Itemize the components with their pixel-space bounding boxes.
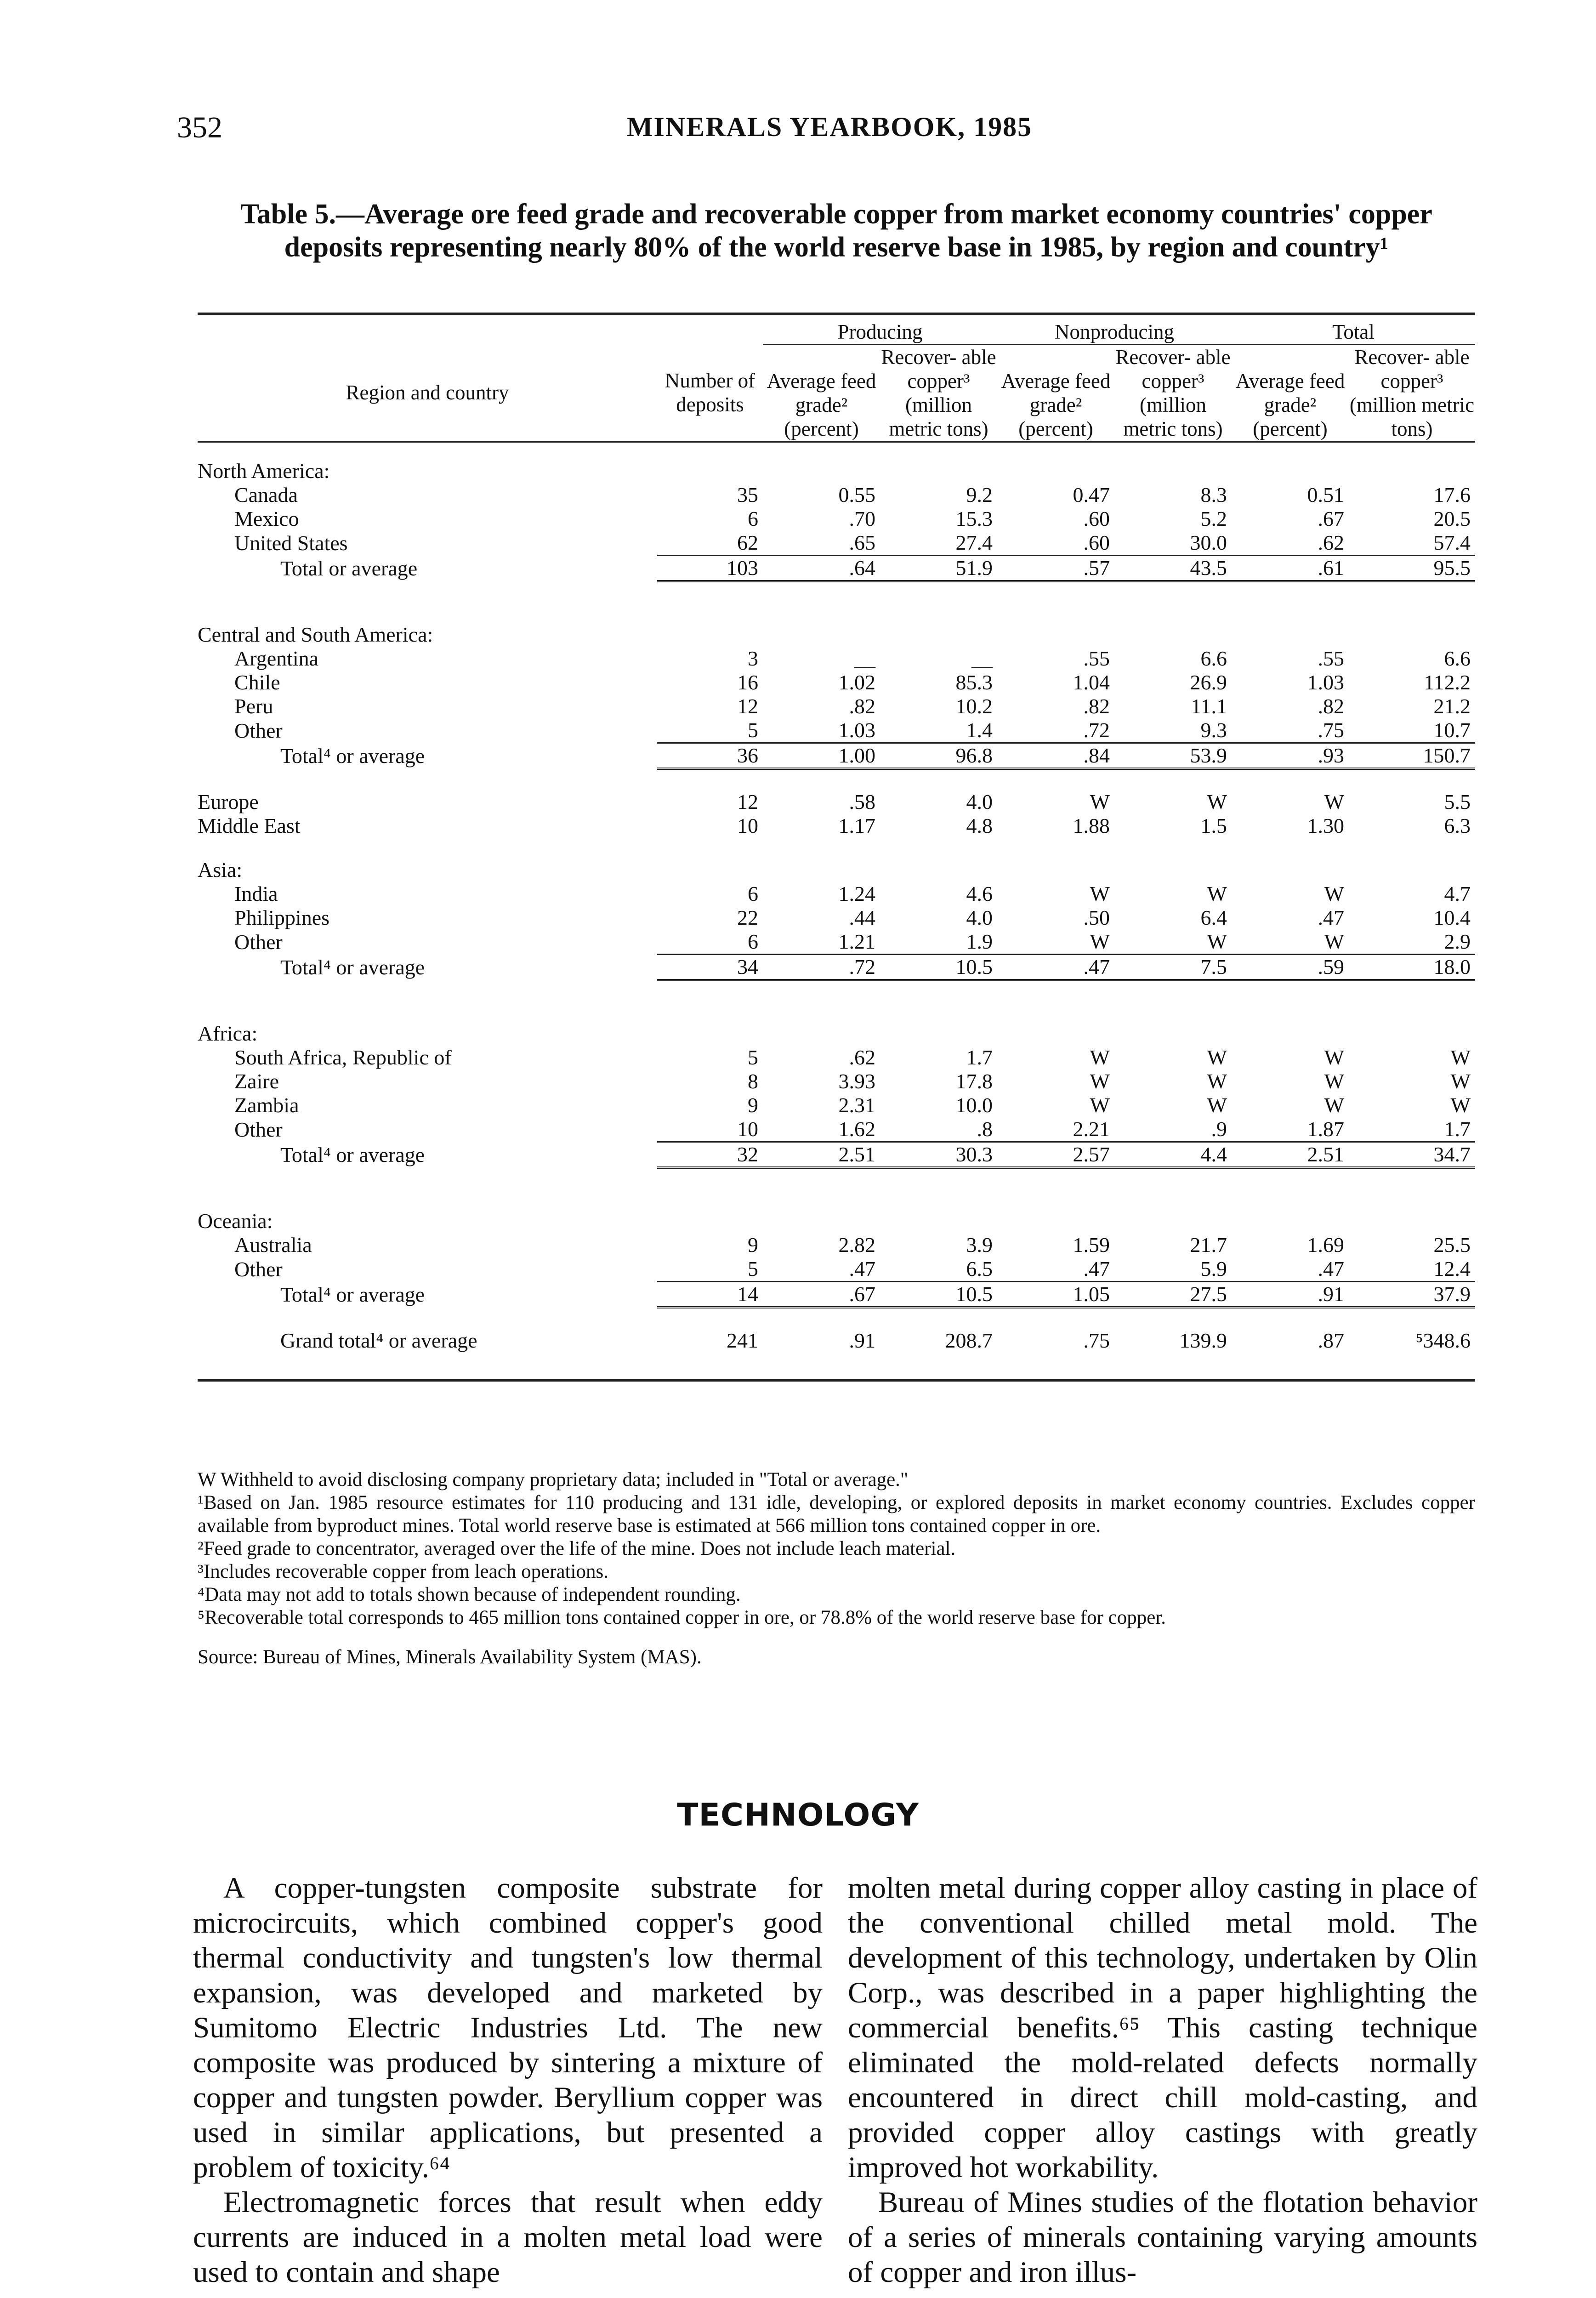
region-row	[198, 1209, 1475, 1233]
table-row	[198, 507, 1475, 531]
header-grade: Average feed grade² (percent)	[1235, 370, 1345, 440]
table-cell: 1.7	[966, 1046, 993, 1069]
table-cell: W	[1090, 790, 1110, 813]
table-cell: .62	[849, 1046, 875, 1069]
table-cell: .82	[1318, 694, 1344, 718]
table-cell: .47	[1083, 1257, 1110, 1280]
table-cell: 139.9	[1179, 1329, 1227, 1352]
table-cell: .59	[1232, 955, 1349, 980]
table-cell: 17.8	[955, 1069, 993, 1093]
table-cell: .93	[1232, 743, 1349, 769]
paragraph: Electromagnetic forces that result when eddy currents are induced in a molten metal load were used to contain and shape	[193, 2186, 823, 2289]
table-cell: .60	[1083, 531, 1110, 554]
row-label: Central and South America:	[198, 623, 433, 646]
row-label: Peru	[234, 694, 273, 718]
row-label: Canada	[234, 483, 298, 506]
table-cell: 20.5	[1433, 507, 1471, 530]
table-cell: W	[1324, 1093, 1344, 1117]
table-cell: .57	[997, 556, 1114, 581]
table-cell: 2.82	[838, 1233, 875, 1257]
table-cell: 4.8	[966, 814, 993, 837]
row-label: Philippines	[234, 906, 330, 929]
table-cell: 1.17	[838, 814, 875, 837]
table-cell: 5	[748, 1257, 758, 1280]
table-cell: .84	[997, 743, 1114, 769]
row-label: United States	[234, 531, 348, 555]
table-cell: 5.5	[1444, 790, 1471, 813]
table-cell: 2.51	[763, 1142, 880, 1168]
table-cell: W	[1090, 1069, 1110, 1093]
table-cell: .60	[1083, 507, 1110, 530]
region-row	[198, 623, 1475, 647]
table-cell: .44	[849, 906, 875, 929]
header-deposits: Number of deposits	[665, 369, 755, 416]
table-cell: 9	[748, 1093, 758, 1117]
table-cell: 103	[657, 556, 763, 581]
table-cell: 35	[737, 483, 758, 506]
row-label: Oceania:	[198, 1209, 273, 1233]
table-cell: 11.1	[1191, 694, 1227, 718]
table-cell: 6	[748, 507, 758, 530]
region-row	[198, 1022, 1475, 1046]
table-cell: 32	[657, 1142, 763, 1168]
table-cell: W	[1450, 1093, 1471, 1117]
footnote-3: ³Includes recoverable copper from leach operations.	[198, 1561, 608, 1582]
table-cell: 17.6	[1433, 483, 1471, 506]
copper-deposits-table	[198, 313, 1475, 1382]
grand-total-row	[198, 1329, 1475, 1353]
table-cell: .72	[763, 955, 880, 980]
table-cell: .50	[1083, 906, 1110, 929]
table-cell: 1.21	[838, 930, 875, 953]
header-nonproducing: Nonproducing	[997, 320, 1232, 345]
row-label: Mexico	[234, 507, 299, 530]
row-label: Total⁴ or average	[280, 744, 425, 768]
table-cell: 25.5	[1433, 1233, 1471, 1257]
row-label: South Africa, Republic of	[234, 1046, 452, 1069]
row-label: Asia:	[198, 858, 243, 882]
region-row	[198, 858, 1475, 882]
table-cell: 9.2	[966, 483, 993, 506]
table-cell: 34	[657, 955, 763, 980]
table-cell: 10.2	[955, 694, 993, 718]
table-cell: .82	[1083, 694, 1110, 718]
table-cell: 10.5	[880, 1282, 997, 1308]
table-cell: .47	[849, 1257, 875, 1280]
table-cell: 27.5	[1114, 1282, 1232, 1308]
table-cell: W	[1090, 1093, 1110, 1117]
table-cell: 6.3	[1444, 814, 1471, 837]
table-cell: W	[1207, 1069, 1227, 1093]
table-cell: 12	[737, 790, 758, 813]
header-grade: Average feed grade² (percent)	[767, 370, 876, 440]
table-cell: .8	[977, 1117, 993, 1141]
table-cell: 1.05	[997, 1282, 1114, 1308]
table-cell: 95.5	[1349, 556, 1475, 581]
header-region: Region and country	[346, 381, 509, 404]
table-cell: 1.69	[1307, 1233, 1344, 1257]
total-row	[198, 556, 1475, 581]
table-cell: 1.87	[1307, 1117, 1344, 1141]
table-cell: 16	[737, 671, 758, 694]
table-cell: 1.88	[1073, 814, 1110, 837]
table-row	[198, 1093, 1475, 1117]
paragraph: Bureau of Mines studies of the flotation behavior of a series of minerals containing varying amounts of copper and iron illus-	[848, 2186, 1477, 2289]
row-label: India	[234, 882, 278, 905]
table-cell: W	[1324, 882, 1344, 905]
table-cell: .9	[1211, 1117, 1227, 1141]
table-cell: .75	[1318, 718, 1344, 742]
table-cell: 5	[748, 1046, 758, 1069]
table-cell: .91	[1232, 1282, 1349, 1308]
table-row	[198, 671, 1475, 694]
table-cell: 30.3	[880, 1142, 997, 1168]
table-cell: 1.00	[763, 743, 880, 769]
table-cell: W	[1324, 1069, 1344, 1093]
table-cell: 37.9	[1349, 1282, 1475, 1308]
table-cell: W	[1324, 930, 1344, 953]
table-cell: 4.4	[1114, 1142, 1232, 1168]
table-cell: 150.7	[1349, 743, 1475, 769]
table-cell: 10.4	[1433, 906, 1471, 929]
running-head	[177, 110, 1482, 147]
table-cell: 96.8	[880, 743, 997, 769]
paragraph: A copper-tungsten composite substrate for microcircuits, which combined copper's good thermal conductivity and tungsten's low thermal expansion, was developed and marketed by Sumitomo Electric Industries Ltd. The new composite was produced by sintering a mixture of copper and tungsten powder. Beryllium copper was used in similar applications, but presented a problem of toxicity.⁶⁴	[193, 1871, 823, 2184]
row-label: Total or average	[280, 556, 418, 580]
row-label: Middle East	[198, 814, 301, 837]
table-cell: 6.6	[1200, 647, 1227, 670]
table-cell: .75	[1083, 1329, 1110, 1352]
table-cell: 1.03	[838, 718, 875, 742]
table-cell: 53.9	[1114, 743, 1232, 769]
table-cell: 241	[727, 1329, 758, 1352]
header-copper: Recover- able copper³ (million metric tons)	[881, 346, 996, 440]
table-cell: 1.03	[1307, 671, 1344, 694]
table-row	[198, 718, 1475, 743]
paragraph: molten metal during copper alloy casting in place of the conventional chilled metal mold. The development of this technology, undertaken by Olin Corp., was described in a paper highlighting the commercial benefits.⁶⁵ This casting technique eliminated the mold-related defects normally encountered in direct chill mold-casting, and provided copper alloy castings with greatly improved hot workability.	[848, 1871, 1477, 2184]
table-cell: 4.7	[1444, 882, 1471, 905]
text-column-left	[193, 1871, 823, 2290]
table-cell: .55	[1083, 647, 1110, 670]
table-row	[198, 647, 1475, 671]
table-row	[198, 694, 1475, 718]
table-cell: 2.21	[1073, 1117, 1110, 1141]
table-cell: .47	[997, 955, 1114, 980]
total-row	[198, 1142, 1475, 1168]
table-cell: .72	[1083, 718, 1110, 742]
table-cell: 8.3	[1200, 483, 1227, 506]
table-cell: 1.7	[1444, 1117, 1471, 1141]
table-cell: W	[1207, 1093, 1227, 1117]
table-cell: 3.93	[838, 1069, 875, 1093]
table-row	[198, 790, 1475, 814]
header-total: Total	[1232, 320, 1475, 345]
table-row	[198, 882, 1475, 906]
table-cell: W	[1450, 1069, 1471, 1093]
table-row	[198, 1233, 1475, 1257]
header-grade: Average feed grade² (percent)	[1001, 370, 1111, 440]
table-cell: 27.4	[955, 531, 993, 554]
table-cell: W	[1207, 930, 1227, 953]
table-cell: 1.59	[1073, 1233, 1110, 1257]
table-cell: .87	[1318, 1329, 1344, 1352]
table-cell: 12.4	[1433, 1257, 1471, 1280]
table-cell: 22	[737, 906, 758, 929]
row-label: Total⁴ or average	[280, 1282, 425, 1306]
table-cell: 0.55	[838, 483, 875, 506]
header-copper: Recover- able copper³ (million metric tons)	[1115, 346, 1231, 440]
table-cell: 8	[748, 1069, 758, 1093]
table-cell: 6.4	[1200, 906, 1227, 929]
table-source: Source: Bureau of Mines, Minerals Availability System (MAS).	[198, 1646, 702, 1668]
table-cell: 6	[748, 930, 758, 953]
table-cell: 30.0	[1190, 531, 1227, 554]
table-cell: W	[1324, 1046, 1344, 1069]
table-cell: 1.4	[966, 718, 993, 742]
table-cell: ⁵348.6	[1415, 1329, 1471, 1352]
table-cell: .47	[1318, 906, 1344, 929]
footnote-5: ⁵Recoverable total corresponds to 465 million tons contained copper in ore, or 78.8% of the world reserve base for copper.	[198, 1607, 1166, 1628]
table-cell: W	[1450, 1046, 1471, 1069]
table-cell: .47	[1318, 1257, 1344, 1280]
table-cell: 5.9	[1200, 1257, 1227, 1280]
table-cell: .67	[763, 1282, 880, 1308]
table-cell: 26.9	[1190, 671, 1227, 694]
table-cell: 21.7	[1190, 1233, 1227, 1257]
table-cell: 12	[737, 694, 758, 718]
table-cell: .62	[1318, 531, 1344, 554]
footnote-1: ¹Based on Jan. 1985 resource estimates for 110 producing and 131 idle, developing, or explored deposits in market economy countries. Excludes copper available from byproduct mines. Total world reserve base is estimated at 566 million tons contained copper in ore.	[198, 1492, 1475, 1536]
table-cell: W	[1324, 790, 1344, 813]
table-cell: 1.9	[966, 930, 993, 953]
row-label: Total⁴ or average	[280, 1143, 425, 1166]
table-cell: .64	[763, 556, 880, 581]
table-cell: 7.5	[1114, 955, 1232, 980]
table-cell: 208.7	[945, 1329, 993, 1352]
table-row	[198, 930, 1475, 955]
footnote-4: ⁴Data may not add to totals shown because of independent rounding.	[198, 1584, 741, 1605]
table-cell: .65	[849, 531, 875, 554]
region-row	[198, 459, 1475, 483]
table-cell: 51.9	[880, 556, 997, 581]
table-cell: 1.30	[1307, 814, 1344, 837]
table-cell: __	[971, 647, 993, 670]
table-cell: 112.2	[1424, 671, 1471, 694]
table-body	[198, 459, 1475, 1381]
section-heading: TECHNOLOGY	[677, 1797, 919, 1833]
header-producing: Producing	[763, 320, 997, 345]
table-cell: 10	[737, 814, 758, 837]
table-cell: 1.04	[1073, 671, 1110, 694]
table-cell: 2.51	[1232, 1142, 1349, 1168]
row-label: Argentina	[234, 647, 319, 670]
table-cell: W	[1207, 790, 1227, 813]
table-cell: 14	[657, 1282, 763, 1308]
table-cell: 6.6	[1444, 647, 1471, 670]
table-cell: 10.5	[880, 955, 997, 980]
table-cell: 57.4	[1433, 531, 1471, 554]
table-cell: W	[1207, 882, 1227, 905]
table-cell: 0.51	[1307, 483, 1344, 506]
table-cell: 2.31	[838, 1093, 875, 1117]
row-label: Chile	[234, 671, 280, 694]
table-row	[198, 1069, 1475, 1093]
text-column-right	[848, 1871, 1477, 2290]
table-title: Table 5.—Average ore feed grade and recoverable copper from market economy countries' copper deposits representing nearly 80% of the world reserve base in 1985, by region and country¹	[240, 199, 1432, 263]
table-cell: 1.24	[838, 882, 875, 905]
journal-title: MINERALS YEARBOOK, 1985	[626, 112, 1033, 142]
table-cell: 10.7	[1433, 718, 1471, 742]
row-label: Other	[234, 718, 283, 742]
table-cell: 3.9	[966, 1233, 993, 1257]
table-cell: 1.62	[838, 1117, 875, 1141]
table-cell: 85.3	[955, 671, 993, 694]
table-cell: .58	[849, 790, 875, 813]
table-cell: 2.9	[1444, 930, 1471, 953]
table-cell: 2.57	[997, 1142, 1114, 1168]
note-withheld: W Withheld to avoid disclosing company proprietary data; included in "Total or average."	[198, 1469, 909, 1490]
table-cell: 10.0	[955, 1093, 993, 1117]
table-cell: 34.7	[1349, 1142, 1475, 1168]
row-label: Zambia	[234, 1093, 299, 1117]
table-row	[198, 1117, 1475, 1142]
table-cell: 10	[737, 1117, 758, 1141]
header-copper: Recover- able copper³ (million metric tons)	[1349, 346, 1475, 440]
row-label: Other	[234, 1257, 283, 1281]
total-row	[198, 1282, 1475, 1308]
footnote-2: ²Feed grade to concentrator, averaged over the life of the mine. Does not include leach material.	[198, 1538, 956, 1559]
table-cell: 43.5	[1114, 556, 1232, 581]
table-cell: 9.3	[1200, 718, 1227, 742]
total-row	[198, 955, 1475, 980]
table-cell: 6	[748, 882, 758, 905]
table-cell: 15.3	[955, 507, 993, 530]
table-cell: 4.0	[966, 790, 993, 813]
row-label: Total⁴ or average	[280, 955, 425, 979]
table-cell: 62	[737, 531, 758, 554]
total-row	[198, 743, 1475, 769]
table-cell: .61	[1232, 556, 1349, 581]
table-cell: .67	[1318, 507, 1344, 530]
row-label: Africa:	[198, 1022, 258, 1045]
table-notes	[198, 1468, 1475, 1669]
table-cell: W	[1207, 1046, 1227, 1069]
table-cell: 1.5	[1200, 814, 1227, 837]
table-cell: 21.2	[1433, 694, 1471, 718]
table-cell: .91	[849, 1329, 875, 1352]
table-cell: 4.6	[966, 882, 993, 905]
table-cell: 0.47	[1073, 483, 1110, 506]
table-cell: 4.0	[966, 906, 993, 929]
table-cell: W	[1090, 882, 1110, 905]
table-cell: 5	[748, 718, 758, 742]
table-row	[198, 814, 1475, 838]
row-label: Europe	[198, 790, 259, 813]
table-cell: 18.0	[1349, 955, 1475, 980]
table-cell: .55	[1318, 647, 1344, 670]
table-cell: .82	[849, 694, 875, 718]
table-row	[198, 906, 1475, 930]
table-cell: 5.2	[1200, 507, 1227, 530]
table-row	[198, 483, 1475, 507]
table-cell: .70	[849, 507, 875, 530]
table-cell: 6.5	[966, 1257, 993, 1280]
row-label: Australia	[234, 1233, 312, 1257]
row-label: Grand total⁴ or average	[280, 1329, 477, 1352]
table-cell: W	[1090, 930, 1110, 953]
table-cell: 9	[748, 1233, 758, 1257]
table-cell: 3	[748, 647, 758, 670]
row-label: Other	[234, 930, 283, 954]
row-label: North America:	[198, 459, 330, 483]
page-number: 352	[177, 111, 222, 144]
table-cell: 36	[657, 743, 763, 769]
table-row	[198, 1257, 1475, 1282]
row-label: Zaire	[234, 1069, 279, 1093]
row-label: Other	[234, 1117, 283, 1141]
table-cell: 1.02	[838, 671, 875, 694]
table-row	[198, 1046, 1475, 1069]
table-row	[198, 531, 1475, 556]
table-cell: __	[854, 647, 875, 670]
table-cell: W	[1090, 1046, 1110, 1069]
